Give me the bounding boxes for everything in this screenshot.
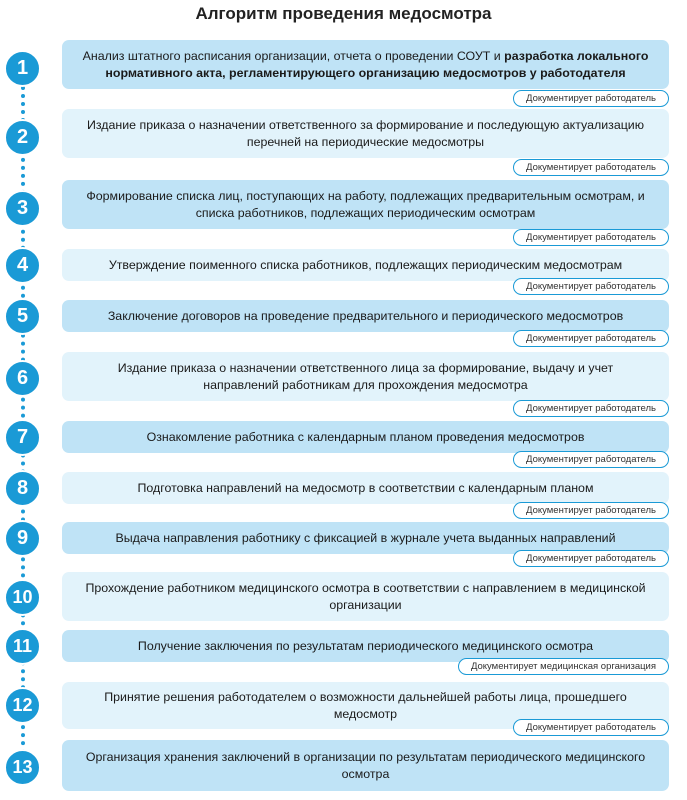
step-box <box>62 40 669 89</box>
document-tag: Документирует работодатель <box>513 451 669 468</box>
step-text: Анализ штатного расписания организации, отчета о проведении СОУТ и разработка локального нормативного акта, регламентирующего организацию медосмотров у работодателя <box>82 48 649 80</box>
step-number-badge: 10 <box>4 579 41 616</box>
step-number-badge: 11 <box>4 628 41 665</box>
document-tag: Документирует работодатель <box>513 400 669 417</box>
document-tag: Документирует работодатель <box>513 719 669 736</box>
step-text: Ознакомление работника с календарным планом проведения медосмотров <box>146 429 585 444</box>
step-box <box>62 300 669 332</box>
page-title: Алгоритм проведения медосмотра <box>195 4 492 23</box>
step-number-badge: 12 <box>4 687 41 724</box>
step-number-badge: 2 <box>4 119 41 156</box>
step-box <box>62 572 669 621</box>
step-box <box>62 740 669 791</box>
document-tag: Документирует работодатель <box>513 90 669 107</box>
step-number-badge: 3 <box>4 190 41 227</box>
step-text: Утверждение поименного списка работников, подлежащих периодическим медосмотрам <box>108 257 623 272</box>
step-number-badge: 5 <box>4 298 41 335</box>
step-text: Принятие решения работодателем о возможности дальнейшей работы лица, прошедшего медосмотр <box>104 689 627 721</box>
step-text: Прохождение работником медицинского осмотра в соответствии с направлением в медицинской организации <box>85 580 646 612</box>
step-number-badge: 6 <box>4 360 41 397</box>
step-number-badge: 9 <box>4 520 41 557</box>
step-number-badge: 4 <box>4 247 41 284</box>
step-text: Подготовка направлений на медосмотр в соответствии с календарным планом <box>137 480 594 495</box>
document-tag: Документирует медицинская организация <box>458 658 669 675</box>
step-text: Организация хранения заключений в организации по результатам периодического медицинского осмотра <box>85 749 646 781</box>
document-tag: Документирует работодатель <box>513 278 669 295</box>
document-tag: Документирует работодатель <box>513 502 669 519</box>
step-box <box>62 109 669 158</box>
step-box <box>62 352 669 401</box>
step-box <box>62 472 669 504</box>
step-text: Получение заключения по результатам периодического медицинского осмотра <box>137 638 594 653</box>
document-tag: Документирует работодатель <box>513 550 669 567</box>
step-number-badge: 1 <box>4 50 41 87</box>
step-number-badge: 7 <box>4 419 41 456</box>
step-text: Выдача направления работнику с фиксацией в журнале учета выданных направлений <box>115 530 616 545</box>
step-text: Издание приказа о назначении ответственного за формирование и последующую актуализацию перечней на периодические медосмотры <box>86 117 645 149</box>
document-tag: Документирует работодатель <box>513 330 669 347</box>
document-tag: Документирует работодатель <box>513 229 669 246</box>
step-box <box>62 180 669 229</box>
step-text: Заключение договоров на проведение предварительного и периодического медосмотров <box>107 308 624 323</box>
step-text: Формирование списка лиц, поступающих на работу, подлежащих предварительным осмотрам, и списка работников, подлежащих периодическим осмотрам <box>86 188 645 220</box>
step-number-badge: 8 <box>4 470 41 507</box>
step-number-badge: 13 <box>4 749 41 786</box>
document-tag: Документирует работодатель <box>513 159 669 176</box>
step-box <box>62 421 669 453</box>
step-box <box>62 249 669 281</box>
step-text: Издание приказа о назначении ответственного лица за формирование, выдачу и учет направлений работникам для прохождения медосмотра <box>117 360 614 392</box>
